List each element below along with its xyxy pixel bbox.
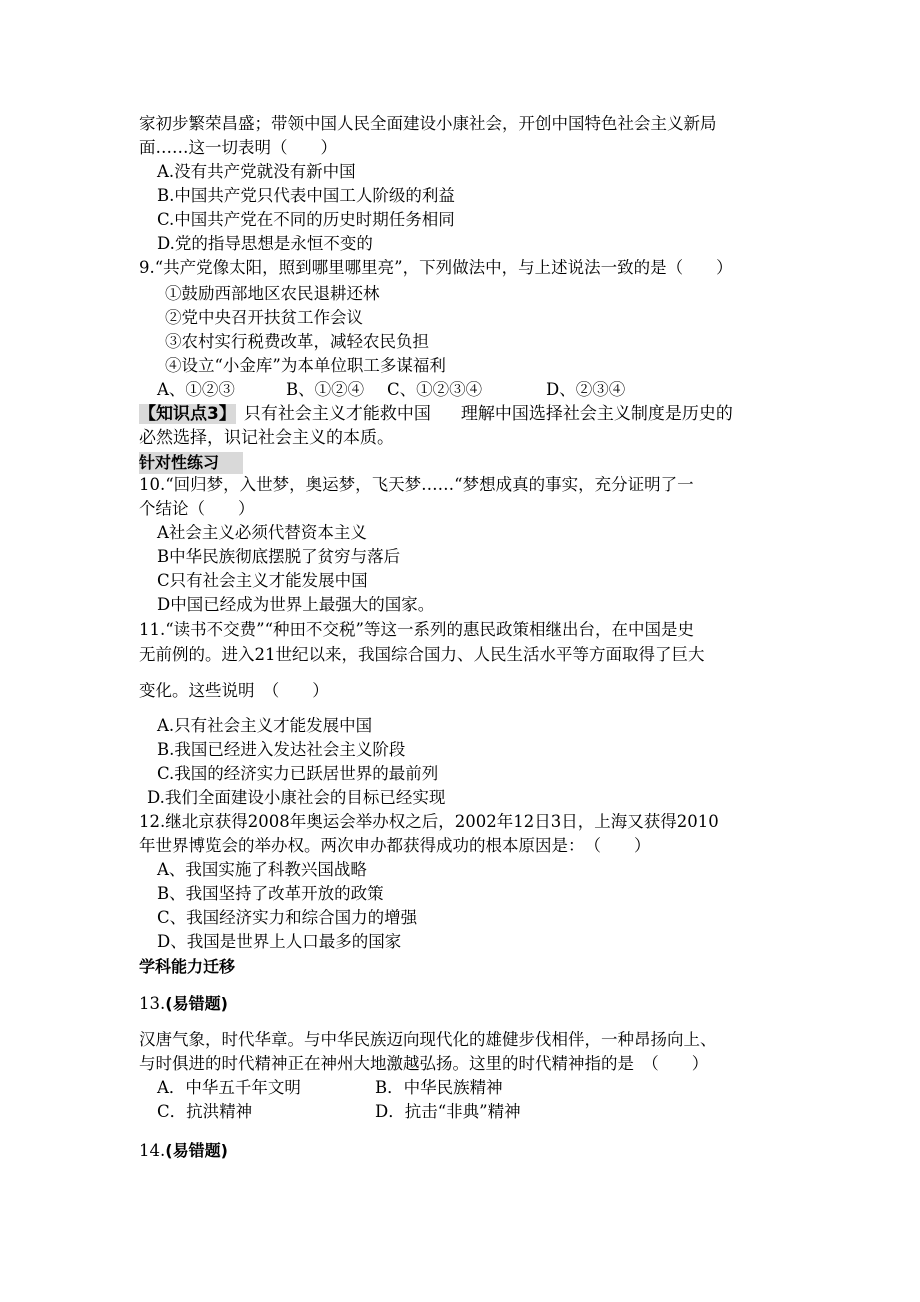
knowledge-point-desc-line2: 必然选择，识记社会主义的本质。	[139, 428, 394, 448]
q13-option-c: C．抗洪精神	[157, 1102, 253, 1121]
q9-choice-b: B、①②④	[286, 380, 365, 399]
q12-option-b: B、我国坚持了改革开放的政策	[157, 884, 384, 903]
q11-stem-line3: 变化。这些说明 （ ）	[139, 681, 329, 700]
q8-option-d: D.党的指导思想是永恒不变的	[157, 234, 373, 253]
q14-heading	[139, 1140, 228, 1162]
q9-stem: 9.“共产党像太阳，照到哪里哪里亮”，下列做法中，与上述说法一致的是（ ）	[139, 258, 733, 277]
q10-stem-line2: 个结论（ ）	[139, 499, 255, 518]
knowledge-point-tag: 【知识点3】	[139, 404, 236, 424]
q13-stem-line2: 与时俱进的时代精神正在神州大地激越弘扬。这里的时代精神指的是 （ ）	[139, 1054, 709, 1073]
q12-stem-line1: 12.继北京获得2008年奥运会举办权之后，2002年12日3日，上海又获得2010	[139, 812, 719, 831]
q13-option-d: D．抗击“非典”精神	[375, 1102, 521, 1121]
q8-stem-line1: 家初步繁荣昌盛；带领中国人民全面建设小康社会，开创中国特色社会主义新局	[139, 114, 717, 133]
q13-number: 13.	[139, 994, 166, 1013]
q14-tag: (易错题)	[165, 1141, 228, 1160]
q11-option-d: D.我们全面建设小康社会的目标已经实现	[147, 788, 446, 807]
practice-heading: 针对性练习	[139, 452, 243, 474]
q14-number: 14.	[139, 1141, 166, 1160]
q10-option-c: C只有社会主义才能发展中国	[157, 571, 368, 590]
q13-option-a: A．中华五千年文明	[157, 1078, 301, 1097]
q8-option-c: C.中国共产党在不同的历史时期任务相同	[157, 210, 455, 229]
q13-stem-line1: 汉唐气象，时代华章。与中华民族迈向现代化的雄健步伐相伴，一种昂扬向上、	[139, 1030, 717, 1049]
q8-stem-line2: 面……这一切表明（ ）	[139, 138, 337, 157]
q11-stem-line1: 11.“读书不交费”“种田不交税”等这一系列的惠民政策相继出台，在中国是史	[139, 620, 694, 639]
q9-choice-c: C、①②③④	[387, 380, 483, 399]
q8-option-b: B.中国共产党只代表中国工人阶级的利益	[157, 186, 455, 205]
q9-choice-d: D、②③④	[546, 380, 626, 399]
q10-stem-line1: 10.“回归梦，入世梦，奥运梦，飞天梦……“梦想成真的事实，充分证明了一	[139, 475, 694, 494]
knowledge-point-title: 只有社会主义才能救中国	[243, 404, 431, 424]
q13-option-b: B．中华民族精神	[375, 1078, 503, 1097]
knowledge-point-desc-line1: 理解中国选择社会主义制度是历史的	[460, 404, 733, 424]
q12-option-d: D、我国是世界上人口最多的国家	[157, 932, 402, 951]
q9-item-1: ①鼓励西部地区农民退耕还林	[165, 284, 380, 303]
q12-option-c: C、我国经济实力和综合国力的增强	[157, 908, 418, 927]
q11-option-b: B.我国已经进入发达社会主义阶段	[157, 740, 406, 759]
transfer-heading: 学科能力迁移	[139, 957, 236, 976]
q13-tag: (易错题)	[165, 994, 228, 1013]
q9-item-2: ②党中央召开扶贫工作会议	[165, 308, 363, 327]
q12-stem-line2: 年世界博览会的举办权。两次申办都获得成功的根本原因是： （ ）	[139, 836, 651, 855]
q8-option-a: A.没有共产党就没有新中国	[157, 162, 356, 181]
q11-option-c: C.我国的经济实力已跃居世界的最前列	[157, 764, 439, 783]
q10-option-a: A社会主义必须代替资本主义	[157, 523, 367, 542]
q9-item-3: ③农村实行税费改革，减轻农民负担	[165, 332, 429, 351]
knowledge-point-3	[139, 403, 733, 425]
q13-heading	[139, 993, 228, 1015]
q10-option-b: B中华民族彻底摆脱了贫穷与落后	[157, 547, 401, 566]
q10-option-d: D中国已经成为世界上最强大的国家。	[157, 595, 435, 614]
q9-item-4: ④设立“小金库”为本单位职工多谋福利	[165, 356, 446, 375]
q11-stem-line2: 无前例的。进入21世纪以来，我国综合国力、人民生活水平等方面取得了巨大	[139, 645, 705, 664]
q12-option-a: A、我国实施了科教兴国战略	[157, 860, 367, 879]
q9-choice-a: A、①②③	[157, 380, 235, 399]
q11-option-a: A.只有社会主义才能发展中国	[157, 716, 373, 735]
